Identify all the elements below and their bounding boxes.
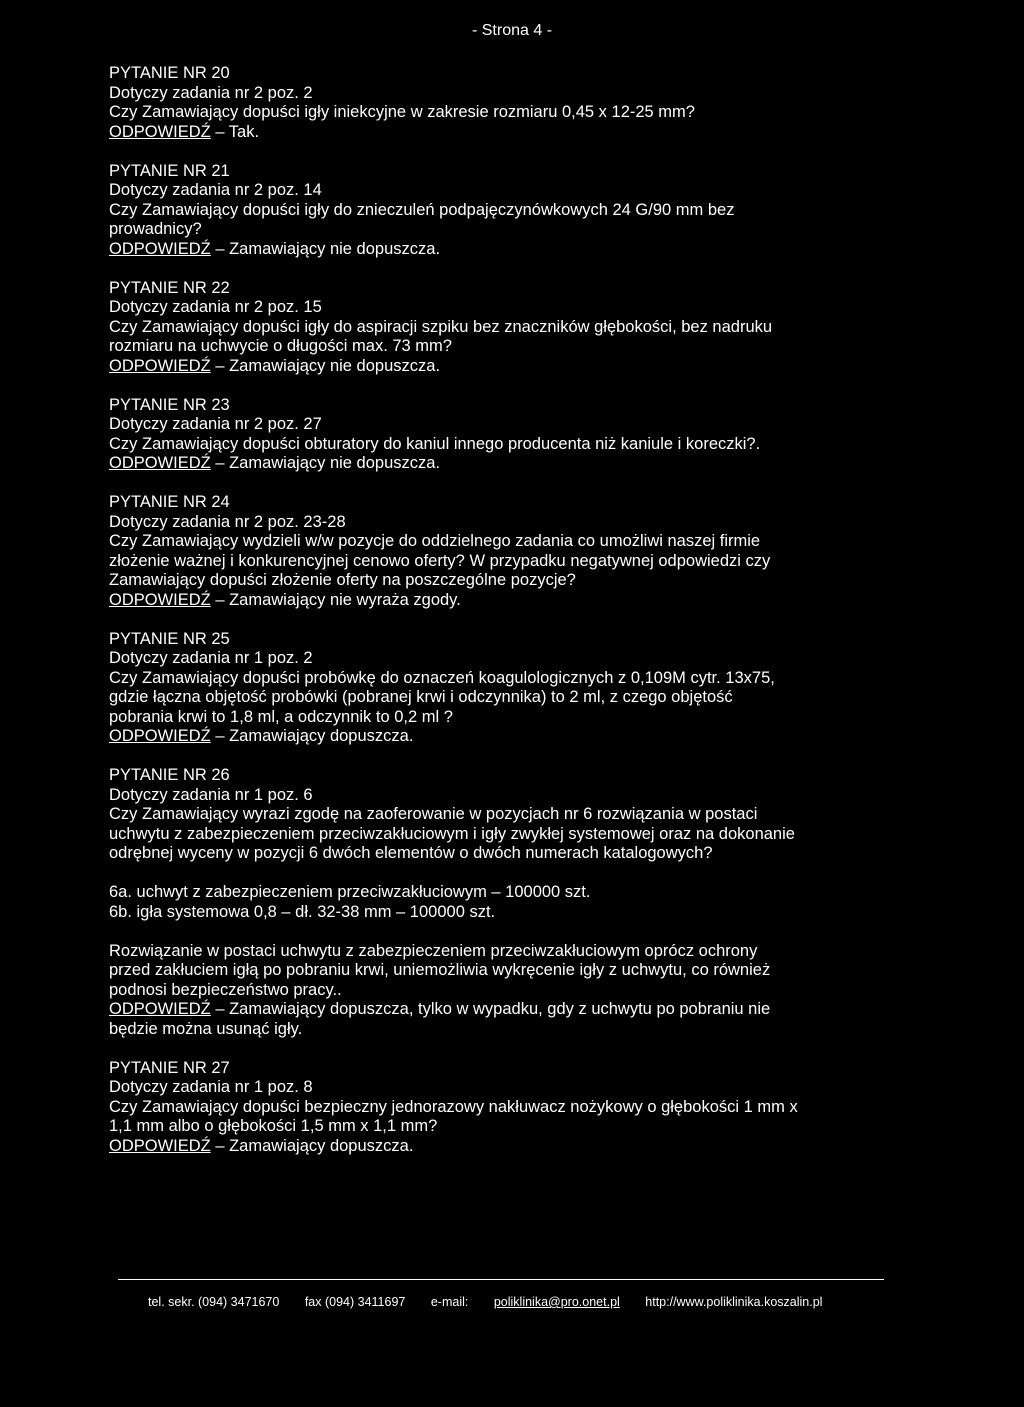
question-title: PYTANIE NR 27 (109, 1058, 230, 1077)
question-text: gdzie łączna objętość probówki (pobranej krwi i odczynnika) to 2 ml, z czego objętość (109, 688, 733, 706)
footer-email (431, 1295, 620, 1309)
spacer (109, 922, 881, 942)
footer-fax: fax (094) 3411697 (304, 1295, 406, 1309)
question-text: Czy Zamawiający dopuści igły do aspiracji szpiku bez znaczników głębokości, bez nadruku (109, 317, 773, 336)
question-text: Czy Zamawiający wyrazi zgodę na zaoferowanie w pozycjach nr 6 rozwiązania w postaci (109, 805, 758, 823)
email-link[interactable]: poliklinika@pro.onet.pl (493, 1295, 620, 1309)
question-title: PYTANIE NR 26 (109, 766, 230, 784)
page-number: - Strona 4 - (471, 22, 553, 39)
question-title: PYTANIE NR 20 (109, 64, 230, 82)
answer-line (109, 123, 881, 143)
question-block-26 (109, 766, 881, 1039)
question-text: złożenie ważnej i konkurencyjnej cenowo oferty? W przypadku negatywnej odpowiedzi czy (109, 551, 771, 570)
question-reference: Dotyczy zadania nr 2 poz. 2 (109, 83, 313, 102)
answer-line (109, 454, 881, 474)
question-block-25 (109, 630, 881, 747)
note-text: podnosi bezpieczeństwo pracy.. (109, 980, 342, 999)
answer-label: ODPOWIEDŹ (109, 727, 211, 745)
document-body (109, 64, 881, 1176)
list-item: 6b. igła systemowa 0,8 – dł. 32-38 mm – 100000 szt. (109, 902, 496, 921)
answer-text: – Zamawiający nie dopuszcza. (210, 356, 441, 375)
answer-line (109, 1137, 881, 1157)
question-block-23 (109, 396, 881, 474)
answer-line (109, 357, 881, 377)
answer-line (109, 240, 881, 260)
question-title: PYTANIE NR 25 (109, 629, 230, 648)
question-reference: Dotyczy zadania nr 1 poz. 2 (109, 649, 313, 667)
footer-email-label: e-mail: (430, 1295, 472, 1309)
answer-line (109, 727, 881, 747)
answer-label: ODPOWIEDŹ (109, 239, 211, 258)
question-reference: Dotyczy zadania nr 2 poz. 14 (109, 181, 322, 199)
question-block-22 (109, 279, 881, 377)
footer-divider (118, 1279, 884, 1280)
question-title: PYTANIE NR 23 (109, 395, 230, 414)
question-text: pobrania krwi to 1,8 ml, a odczynnik to 0,2 ml ? (109, 707, 453, 726)
question-reference: Dotyczy zadania nr 2 poz. 23-28 (109, 512, 346, 531)
answer-label: ODPOWIEDŹ (109, 1136, 211, 1155)
question-title: PYTANIE NR 24 (109, 493, 230, 511)
answer-text: będzie można usunąć igły. (109, 1019, 303, 1038)
question-text: uchwytu z zabezpieczeniem przeciwzakłuciowym i igły zwykłej systemowej oraz na dokonanie (109, 824, 795, 843)
note-text: Rozwiązanie w postaci uchwytu z zabezpieczeniem przeciwzakłuciowym oprócz ochrony (109, 941, 758, 960)
answer-text: – Zamawiający dopuszcza. (210, 727, 414, 745)
answer-label: ODPOWIEDŹ (109, 1000, 211, 1018)
footer (148, 1295, 868, 1309)
answer-text: – Zamawiający dopuszcza, tylko w wypadku, gdy z uchwytu po pobraniu nie (210, 1000, 771, 1018)
question-block-21 (109, 162, 881, 260)
answer-text: – Zamawiający nie dopuszcza. (210, 454, 441, 472)
question-text: prowadnicy? (109, 220, 202, 238)
note-text: przed zakłuciem igłą po pobraniu krwi, uniemożliwia wykręcenie igły z uchwytu, co również (109, 961, 771, 979)
question-text: Czy Zamawiający wydzieli w/w pozycje do oddzielnego zadania co umożliwi naszej firmie (109, 532, 761, 550)
answer-line (109, 1000, 881, 1020)
question-text: Czy Zamawiający dopuści igły do znieczuleń podpajęczynówkowych 24 G/90 mm bez (109, 200, 735, 219)
spacer (109, 864, 881, 884)
question-reference: Dotyczy zadania nr 2 poz. 27 (109, 415, 322, 433)
question-text: Czy Zamawiający dopuści obturatory do kaniul innego producenta niż kaniule i koreczki?. (109, 434, 761, 453)
answer-label: ODPOWIEDŹ (109, 454, 211, 472)
question-text: 1,1 mm albo o głębokości 1,5 mm x 1,1 mm? (109, 1117, 438, 1135)
answer-label: ODPOWIEDŹ (109, 122, 211, 141)
question-block-24 (109, 493, 881, 610)
answer-text: – Zamawiający nie wyraża zgody. (210, 590, 461, 609)
question-text: Czy Zamawiający dopuści probówkę do oznaczeń koagulologicznych z 0,109M cytr. 13x75, (109, 668, 775, 687)
question-reference: Dotyczy zadania nr 2 poz. 15 (109, 298, 322, 316)
website-link[interactable]: http://www.poliklinika.koszalin.pl (645, 1295, 823, 1309)
answer-label: ODPOWIEDŹ (109, 590, 211, 609)
question-text: Czy Zamawiający dopuści igły iniekcyjne w zakresie rozmiaru 0,45 x 12-25 mm? (109, 103, 695, 121)
question-reference: Dotyczy zadania nr 1 poz. 8 (109, 1078, 313, 1096)
question-text: rozmiaru na uchwycie o długości max. 73 mm? (109, 337, 452, 355)
answer-text: – Zamawiający dopuszcza. (210, 1136, 414, 1155)
question-text: odrębnej wyceny w pozycji 6 dwóch elementów o dwóch numerach katalogowych? (109, 844, 713, 862)
question-title: PYTANIE NR 21 (109, 161, 230, 180)
question-text: Zamawiający dopuści złożenie oferty na poszczególne pozycje? (109, 571, 576, 589)
question-block-27 (109, 1059, 881, 1157)
answer-text: – Zamawiający nie dopuszcza. (210, 239, 441, 258)
list-item: 6a. uchwyt z zabezpieczeniem przeciwzakłuciowym – 100000 szt. (109, 883, 591, 901)
answer-label: ODPOWIEDŹ (109, 356, 211, 375)
footer-phone: tel. sekr. (094) 3471670 (148, 1295, 280, 1309)
question-title: PYTANIE NR 22 (109, 278, 230, 297)
answer-line (109, 591, 881, 611)
question-text: Czy Zamawiający dopuści bezpieczny jednorazowy nakłuwacz nożykowy o głębokości 1 mm x (109, 1097, 798, 1116)
question-reference: Dotyczy zadania nr 1 poz. 6 (109, 785, 313, 804)
question-block-20 (109, 64, 881, 142)
answer-text: – Tak. (210, 122, 260, 141)
